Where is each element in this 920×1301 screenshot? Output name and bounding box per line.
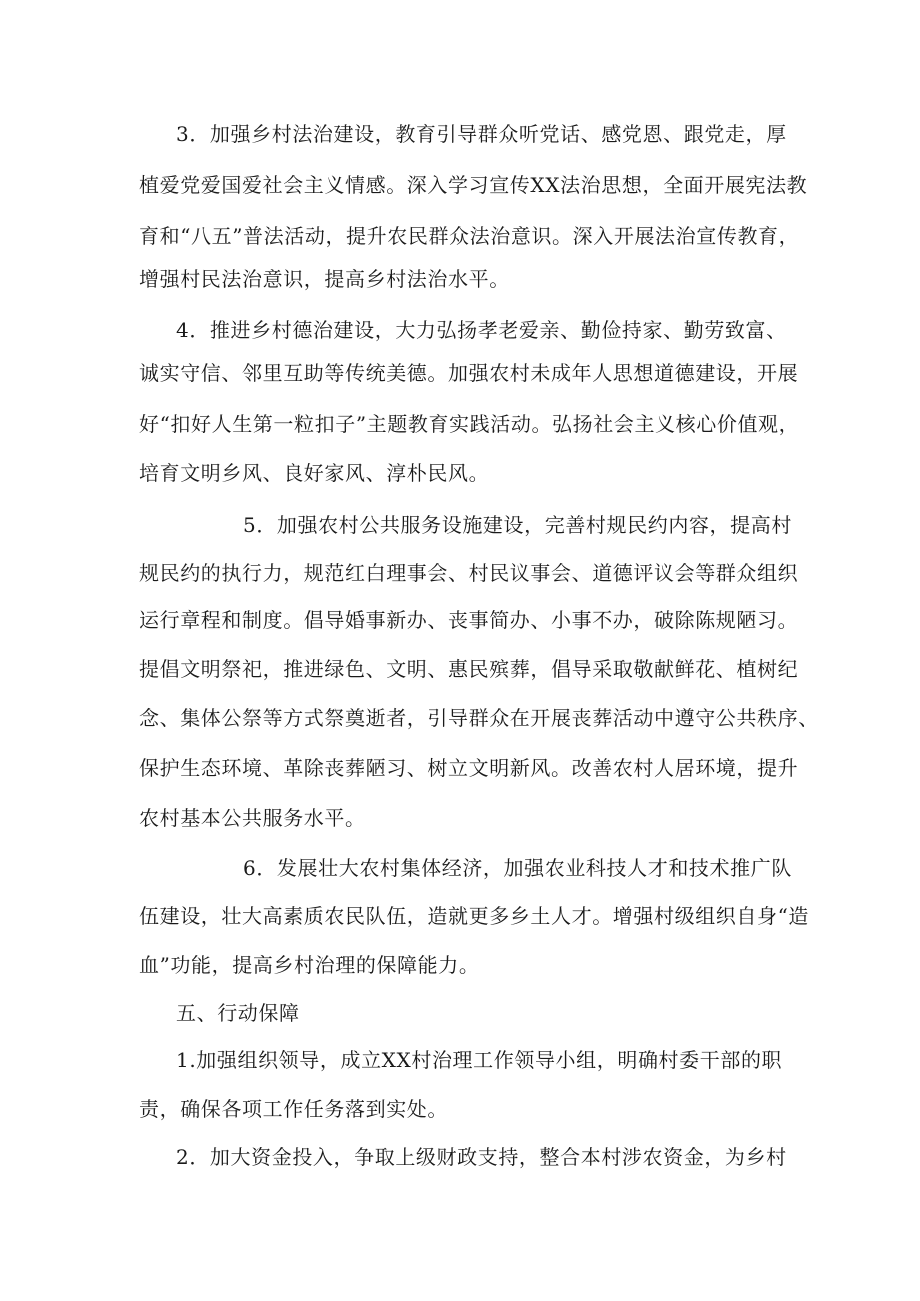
text-line: 6．发展壮大农村集体经济，加强农业科技人才和技术推广队 [243, 856, 792, 880]
text-line: 诚实守信、邻里互助等传统美德。加强农村未成年人思想道德建设，开展 [139, 361, 799, 385]
text-line: 育和“八五”普法活动，提升农民群众法治意识。深入开展法治宣传教育， [139, 224, 800, 248]
text-line: 增强村民法治意识，提高乡村法治水平。 [139, 267, 510, 291]
text-line: 规民约的执行力，规范红白理事会、村民议事会、道德评议会等群众组织 [139, 561, 799, 585]
text-line: 农村基本公共服务水平。 [139, 806, 366, 830]
text-line: 保护生态环境、革除丧葬陋习、树立文明新风。改善农村人居环境，提升 [139, 756, 799, 780]
text-line: 念、集体公祭等方式祭奠逝者，引导群众在开展丧葬活动中遵守公共秩序、 [139, 706, 819, 730]
text-line: 运行章程和制度。倡导婚事新办、丧事简办、小事不办，破除陈规陋习。 [139, 608, 799, 632]
text-line: 4．推进乡村德治建设，大力弘扬孝老爱亲、勤俭持家、勤劳致富、 [176, 318, 787, 342]
text-line: 好“扣好人生第一粒扣子”主题教育实践活动。弘扬社会主义核心价值观， [139, 412, 800, 436]
text-line: 5．加强农村公共服务设施建设，完善村规民约内容，提高村 [243, 513, 792, 537]
text-line: 伍建设，壮大高素质农民队伍，造就更多乡土人才。增强村级组织自身“造 [139, 904, 810, 928]
text-line: 植爱党爱国爱社会主义情感。深入学习宣传XX法治思想，全面开展宪法教 [139, 173, 808, 197]
text-line: 提倡文明祭祀，推进绿色、文明、惠民殡葬，倡导采取敬献鲜花、植树纪 [139, 657, 799, 681]
text-line: 2．加大资金投入，争取上级财政支持，整合本村涉农资金，为乡村 [176, 1145, 787, 1169]
section-heading: 五、行动保障 [176, 1001, 300, 1025]
text-line: 3．加强乡村法治建设，教育引导群众听党话、感党恩、跟党走，厚 [176, 122, 787, 146]
text-line: 责，确保各项工作任务落到实处。 [139, 1097, 448, 1121]
text-line: 培育文明乡风、良好家风、淳朴民风。 [139, 461, 490, 485]
text-line: 血”功能，提高乡村治理的保障能力。 [139, 953, 480, 977]
text-line: 1.加强组织领导，成立XX村治理工作领导小组，明确村委干部的职 [176, 1048, 783, 1072]
